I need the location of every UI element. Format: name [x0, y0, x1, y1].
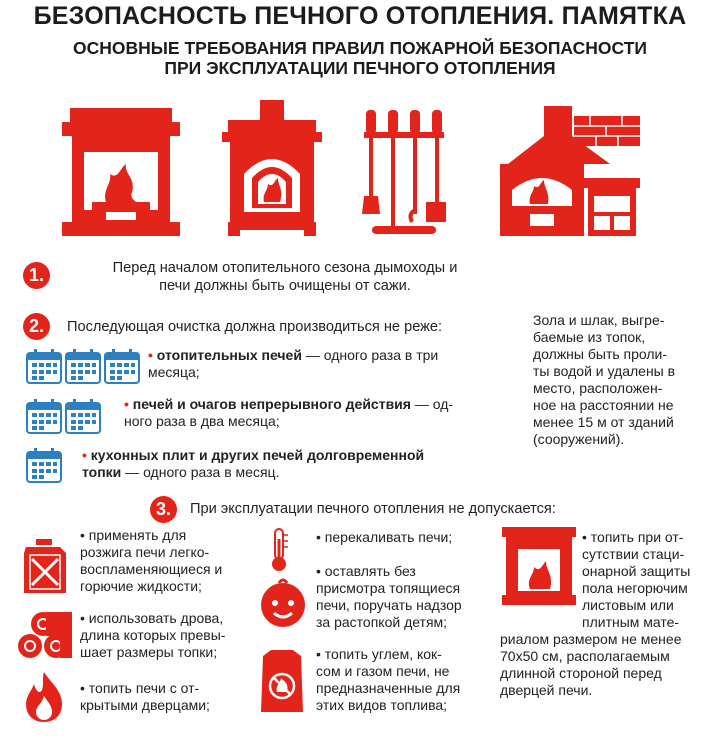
open-fire-icon	[24, 672, 64, 722]
prohibition-flammable-liquids: • применять для розжига печи легко- воспламеняющиеся и горючие жидкости;	[80, 527, 223, 594]
prohibition-children-supervision: • оставлять без присмотра топящиеся печи, поручать надзор за растопкой детям;	[316, 563, 462, 630]
bullet-icon: •	[124, 396, 129, 412]
page-subtitle	[0, 38, 720, 78]
calendar-icons-three	[26, 348, 140, 384]
prohibition-no-floor-protection: • топить при от- сутствии стаци- онарной защиты пола негорючим листовым или плитным мате- риалом размером не менее 70х50 см, располагаемым длинной стороной перед дверцей печи.	[500, 529, 691, 698]
bullet-icon: •	[148, 347, 153, 363]
calendar-icons-two	[26, 398, 101, 434]
stove-icon	[222, 100, 322, 236]
section-2-number: 2.	[23, 313, 50, 340]
subtitle-line-2: ПРИ ЭКСПЛУАТАЦИИ ПЕЧНОГО ОТОПЛЕНИЯ	[164, 58, 556, 78]
section-1-text	[75, 259, 495, 295]
section-1-line-1: Перед началом отопительного сезона дымоходы и	[112, 260, 458, 276]
fuel-canister-icon	[22, 537, 68, 593]
calendar-icon	[26, 348, 62, 384]
section-2-item-2: • печей и очагов непрерывного действия — од- ного раза в два месяца;	[124, 396, 454, 429]
page-title: БЕЗОПАСНОСТЬ ПЕЧНОГО ОТОПЛЕНИЯ. ПАМЯТКА	[33, 2, 687, 30]
section-3-heading: При эксплуатации печного отопления не допускается:	[190, 501, 556, 517]
child-face-icon	[257, 577, 309, 629]
section-1-number: 1.	[23, 262, 50, 289]
calendar-icons-one	[26, 447, 62, 483]
section-3-number: 3.	[150, 496, 177, 523]
fireplace-icon	[62, 108, 180, 236]
section-2-heading: Последующая очистка должна производиться не реже:	[67, 319, 443, 335]
prohibition-overheating: • перекаливать печи;	[316, 529, 453, 545]
firewood-logs-icon	[16, 608, 74, 662]
calendar-icon	[65, 398, 101, 434]
coal-bag-icon	[257, 650, 307, 712]
ash-disposal-note: Зола и шлак, выгре- баемые из топок, должны быть проли- ты водой и удалены в место, расположен- ное на расстоянии не менее 15 м от зданий (сооружений).	[533, 312, 676, 447]
fireplace-tools-icon	[362, 110, 446, 236]
prohibition-open-doors: • топить печи с от- крытыми дверцами;	[80, 680, 210, 713]
subtitle-line-1: ОСНОВНЫЕ ТРЕБОВАНИЯ ПРАВИЛ ПОЖАРНОЙ БЕЗОПАСНОСТИ	[73, 38, 647, 58]
prohibition-coal-gas: • топить углем, кок- сом и газом печи, не предназначенные для этих видов топлива;	[316, 646, 461, 713]
calendar-icon	[65, 348, 101, 384]
calendar-icon	[104, 348, 140, 384]
calendar-icon	[26, 398, 62, 434]
section-2-item-1: • отопительных печей — одного раза в три месяца;	[148, 347, 439, 380]
calendar-icon	[26, 447, 62, 483]
thermometer-icon	[268, 527, 290, 573]
bullet-icon: •	[82, 447, 87, 463]
masonry-oven-icon	[500, 106, 640, 236]
section-1-line-2: печи должны быть очищены от сажи.	[159, 278, 411, 294]
section-2-item-3: • кухонных плит и других печей долговременной топки — одного раза в месяц.	[82, 447, 425, 480]
prohibition-long-firewood: • использовать дрова, длина которых превы- шает размеры топки;	[80, 610, 226, 660]
